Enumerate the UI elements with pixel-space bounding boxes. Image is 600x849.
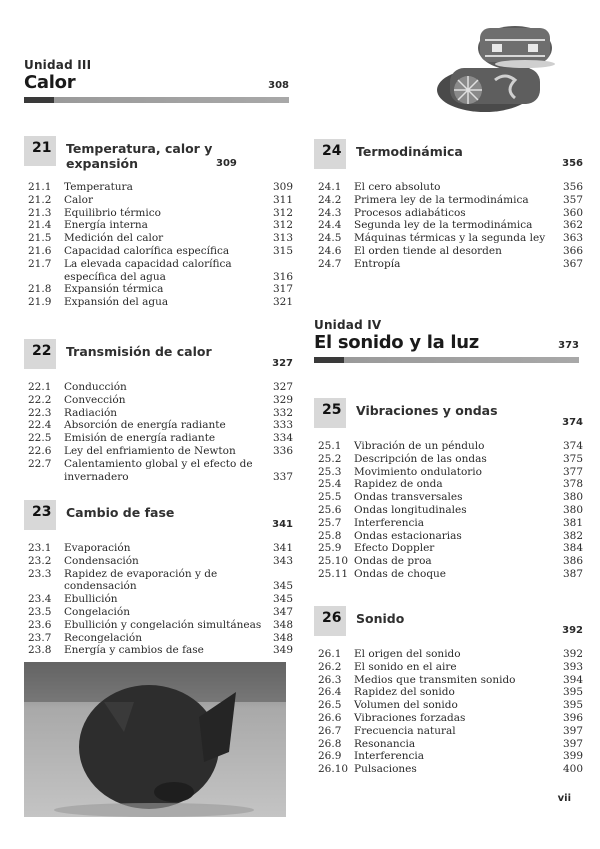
section-entry	[28, 445, 293, 458]
chapter-title: Sonido	[356, 611, 405, 626]
section-entry	[318, 555, 583, 568]
section-title: Energía interna	[64, 219, 148, 232]
section-entry	[28, 619, 293, 632]
section-entry	[28, 407, 293, 420]
section-number: 24.2	[318, 193, 342, 206]
chapter-page: 341	[272, 519, 293, 530]
section-title: Primera ley de la termodinámica	[354, 193, 529, 206]
section-entry	[318, 750, 583, 763]
section-title: Ondas de choque	[354, 567, 447, 580]
section-entry	[318, 258, 583, 271]
section-entry	[28, 568, 293, 594]
chapter-heading	[28, 343, 293, 371]
section-title: Ondas estacionarias	[354, 529, 462, 542]
section-title: Convección	[64, 393, 126, 406]
unit-title: Calor	[24, 72, 76, 93]
section-page: 392	[562, 648, 583, 660]
section-number: 23.7	[28, 631, 52, 644]
section-number: 26.6	[318, 711, 342, 724]
section-entry	[318, 440, 583, 453]
section-title: Ebullición y congelación simultáneas	[64, 618, 262, 631]
section-entry	[28, 258, 293, 284]
section-number: 21.4	[28, 219, 52, 232]
section-title: Congelación	[64, 605, 130, 618]
section-entry	[318, 648, 583, 661]
section-page: 356	[562, 181, 583, 193]
chapter-number: 22	[32, 343, 52, 359]
unit-header-3	[24, 58, 289, 103]
section-number: 22.4	[28, 419, 52, 432]
section-number: 26.9	[318, 750, 342, 763]
section-entry	[28, 542, 293, 555]
section-entry	[318, 686, 583, 699]
section-page: 367	[562, 257, 583, 270]
section-number: 24.6	[318, 244, 342, 257]
section-page: 315	[272, 244, 293, 257]
section-entry	[318, 712, 583, 725]
chapter-24	[318, 143, 583, 271]
section-title: Temperatura	[64, 181, 133, 193]
chapter-number: 23	[32, 504, 52, 520]
section-entry	[318, 466, 583, 479]
section-entry	[318, 763, 583, 776]
section-entry	[318, 453, 583, 466]
section-list	[28, 542, 293, 657]
chapter-title: Vibraciones y ondas	[356, 403, 498, 418]
section-number: 26.2	[318, 660, 342, 673]
section-number: 26.7	[318, 724, 342, 737]
section-title: Pulsaciones	[354, 763, 417, 776]
unit-label: Unidad III	[24, 58, 92, 72]
section-page: 377	[562, 465, 583, 478]
chapter-heading	[28, 140, 293, 171]
section-title: Expansión del agua	[64, 296, 169, 309]
section-number: 23.2	[28, 554, 52, 567]
section-entry	[318, 194, 583, 207]
section-page: 400	[562, 763, 583, 776]
section-entry	[318, 699, 583, 712]
section-title: Capacidad calorífica específica	[64, 244, 230, 257]
section-entry	[318, 725, 583, 738]
chapter-23	[28, 504, 293, 657]
chapter-26	[318, 610, 583, 776]
chapter-page: 327	[272, 358, 293, 369]
section-page: 317	[272, 283, 293, 296]
section-title: Medición del calor	[64, 232, 164, 245]
section-entry	[28, 219, 293, 232]
section-number: 26.4	[318, 686, 342, 699]
section-page: 378	[562, 478, 583, 491]
section-number: 25.2	[318, 452, 342, 465]
section-page: 399	[562, 750, 583, 763]
section-number: 25.11	[318, 567, 349, 580]
section-page: 396	[562, 711, 583, 724]
section-title: Segunda ley de la termodinámica	[354, 219, 533, 232]
section-title: Descripción de las ondas	[354, 452, 487, 465]
section-number: 22.6	[28, 444, 52, 457]
section-entry	[28, 232, 293, 245]
section-number: 25.1	[318, 440, 342, 452]
section-title: Frecuencia natural	[354, 724, 456, 737]
section-title: Efecto Doppler	[354, 542, 435, 555]
section-page: 387	[562, 567, 583, 580]
section-page: 375	[562, 452, 583, 465]
section-number: 25.10	[318, 555, 349, 568]
section-number: 23.1	[28, 542, 52, 554]
section-page: 386	[562, 555, 583, 568]
section-number: 21.5	[28, 232, 52, 245]
unit-header-4	[314, 318, 579, 363]
section-number: 22.5	[28, 432, 52, 445]
unit-page: 373	[558, 340, 579, 351]
pottery-photo	[430, 18, 570, 113]
section-title: Equilibrio térmico	[64, 206, 161, 219]
section-page: 313	[272, 232, 293, 245]
section-title: Ondas longitudinales	[354, 503, 467, 516]
section-title: Recongelación	[64, 631, 142, 644]
section-page: 360	[562, 206, 583, 219]
section-title: Ebullición	[64, 593, 118, 606]
section-page: 393	[562, 660, 583, 673]
section-page: 349	[272, 644, 293, 657]
chapter-25	[318, 402, 583, 581]
section-entry	[28, 296, 293, 309]
section-entry	[318, 542, 583, 555]
section-page: 341	[272, 542, 293, 554]
section-title: Calor	[64, 193, 93, 206]
section-number: 22.7	[28, 457, 52, 470]
section-number: 22.1	[28, 381, 52, 393]
section-title: El orden tiende al desorden	[354, 244, 502, 257]
section-title: Interferencia	[354, 750, 424, 763]
section-entry	[318, 517, 583, 530]
unit-divider-bar	[24, 97, 289, 103]
chapter-22	[28, 343, 293, 483]
section-title: Expansión térmica	[64, 283, 164, 296]
section-number: 26.1	[318, 648, 342, 660]
section-page: 336	[272, 444, 293, 457]
section-title: Resonancia	[354, 737, 416, 750]
section-number: 23.8	[28, 644, 52, 657]
section-title: Movimiento ondulatorio	[354, 465, 482, 478]
section-title: Medios que transmiten sonido	[354, 673, 516, 686]
section-number: 23.5	[28, 605, 52, 618]
section-page: 347	[272, 605, 293, 618]
section-page: 374	[562, 440, 583, 452]
section-title: El origen del sonido	[354, 648, 461, 660]
section-page: 362	[562, 219, 583, 232]
section-page: 311	[272, 193, 293, 206]
section-number: 25.4	[318, 478, 342, 491]
chapter-number: 24	[322, 143, 342, 159]
section-list	[318, 181, 583, 271]
chapter-heading	[28, 504, 293, 532]
section-number: 22.3	[28, 406, 52, 419]
page-number: vii	[557, 793, 571, 804]
section-number: 25.3	[318, 465, 342, 478]
chapter-title: Termodinámica	[356, 144, 463, 159]
unit-title: El sonido y la luz	[314, 332, 479, 353]
section-page: 348	[272, 618, 293, 631]
section-number: 21.1	[28, 181, 52, 193]
section-number: 25.7	[318, 516, 342, 529]
section-number: 25.9	[318, 542, 342, 555]
section-entry	[318, 207, 583, 220]
section-number: 24.3	[318, 206, 342, 219]
section-title: Radiación	[64, 406, 118, 419]
section-title: Entropía	[354, 257, 401, 270]
chapter-number: 21	[32, 140, 52, 156]
pig-in-water-photo	[24, 662, 286, 817]
section-entry	[28, 283, 293, 296]
section-number: 21.7	[28, 257, 52, 270]
section-title: Interferencia	[354, 516, 424, 529]
section-number: 26.5	[318, 699, 342, 712]
section-page: 321	[272, 296, 293, 309]
section-page: 345	[272, 580, 293, 593]
section-entry	[28, 432, 293, 445]
section-title: Máquinas térmicas y la segunda ley	[354, 232, 546, 245]
section-number: 21.8	[28, 283, 52, 296]
section-title: Emisión de energía radiante	[64, 432, 216, 445]
section-title: Condensación	[64, 554, 139, 567]
section-entry	[318, 245, 583, 258]
section-page: 337	[272, 470, 293, 483]
section-number: 26.3	[318, 673, 342, 686]
chapter-title: Transmisión de calor	[66, 344, 212, 359]
section-page: 366	[562, 244, 583, 257]
section-entry	[28, 419, 293, 432]
section-number: 21.6	[28, 244, 52, 257]
section-number: 21.2	[28, 193, 52, 206]
section-title: Rapidez de evaporación y de condensación	[64, 567, 218, 593]
section-number: 23.4	[28, 593, 52, 606]
chapter-heading	[318, 402, 583, 430]
section-number: 26.10	[318, 763, 349, 776]
section-list	[28, 181, 293, 309]
section-title: Ondas de proa	[354, 555, 432, 568]
chapter-heading	[318, 610, 583, 638]
unit-divider-bar	[314, 357, 579, 363]
section-page: 333	[272, 419, 293, 432]
section-number: 24.1	[318, 181, 342, 193]
section-entry	[28, 632, 293, 645]
section-number: 22.2	[28, 393, 52, 406]
section-title: Volumen del sonido	[354, 699, 458, 712]
chapter-heading	[318, 143, 583, 171]
section-number: 21.3	[28, 206, 52, 219]
section-entry	[318, 232, 583, 245]
chapter-title: Temperatura, calor y expansión	[66, 141, 213, 171]
section-title: Rapidez de onda	[354, 478, 443, 491]
section-entry	[28, 207, 293, 220]
section-page: 312	[272, 206, 293, 219]
section-page: 348	[272, 631, 293, 644]
unit-label: Unidad IV	[314, 318, 382, 332]
chapter-page: 392	[562, 625, 583, 636]
section-entry	[318, 738, 583, 751]
section-page: 384	[562, 542, 583, 555]
section-title: Calentamiento global y el efecto de invernadero	[64, 457, 253, 483]
section-title: Evaporación	[64, 542, 131, 554]
chapter-number: 25	[322, 402, 342, 418]
section-page: 312	[272, 219, 293, 232]
section-page: 316	[272, 270, 293, 283]
section-title: Ley del enfriamiento de Newton	[64, 444, 236, 457]
section-entry	[318, 478, 583, 491]
section-list	[318, 648, 583, 776]
section-page: 397	[562, 737, 583, 750]
section-entry	[28, 245, 293, 258]
section-number: 24.5	[318, 232, 342, 245]
section-number: 26.8	[318, 737, 342, 750]
section-entry	[318, 530, 583, 543]
section-title: Vibraciones forzadas	[354, 711, 466, 724]
section-entry	[28, 394, 293, 407]
section-page: 394	[562, 673, 583, 686]
section-entry	[28, 644, 293, 657]
section-list	[318, 440, 583, 581]
section-page: 345	[272, 593, 293, 606]
section-entry	[28, 181, 293, 194]
section-number: 21.9	[28, 296, 52, 309]
section-title: La elevada capacidad calorífica específica del agua	[64, 257, 232, 283]
section-entry	[318, 504, 583, 517]
section-title: El sonido en el aire	[354, 660, 457, 673]
section-page: 397	[562, 724, 583, 737]
section-entry	[318, 568, 583, 581]
section-entry	[318, 491, 583, 504]
chapter-number: 26	[322, 610, 342, 626]
section-number: 25.6	[318, 503, 342, 516]
section-title: Absorción de energía radiante	[64, 419, 226, 432]
section-page: 332	[272, 406, 293, 419]
section-entry	[318, 661, 583, 674]
section-entry	[28, 593, 293, 606]
section-number: 24.4	[318, 219, 342, 232]
section-title: Energía y cambios de fase	[64, 644, 204, 657]
section-page: 380	[562, 503, 583, 516]
section-entry	[28, 458, 293, 484]
section-entry	[318, 181, 583, 194]
section-list	[28, 381, 293, 483]
section-page: 357	[562, 193, 583, 206]
section-page: 334	[272, 432, 293, 445]
section-entry	[28, 555, 293, 568]
section-number: 25.5	[318, 491, 342, 504]
section-number: 23.3	[28, 567, 52, 580]
chapter-21	[28, 140, 293, 309]
section-title: Vibración de un péndulo	[354, 440, 485, 452]
section-entry	[28, 194, 293, 207]
section-entry	[318, 219, 583, 232]
section-entry	[28, 381, 293, 394]
section-number: 24.7	[318, 257, 342, 270]
section-page: 380	[562, 491, 583, 504]
section-page: 329	[272, 393, 293, 406]
unit-page: 308	[268, 80, 289, 91]
section-title: Procesos adiabáticos	[354, 206, 466, 219]
section-title: Rapidez del sonido	[354, 686, 455, 699]
section-title: Conducción	[64, 381, 127, 393]
chapter-title: Cambio de fase	[66, 505, 175, 520]
chapter-page: 356	[562, 158, 583, 169]
section-entry	[28, 606, 293, 619]
section-number: 23.6	[28, 618, 52, 631]
chapter-page: 309	[216, 158, 237, 169]
section-page: 382	[562, 529, 583, 542]
section-number: 25.8	[318, 529, 342, 542]
chapter-page: 374	[562, 417, 583, 428]
section-page: 395	[562, 686, 583, 699]
section-page: 363	[562, 232, 583, 245]
section-title: El cero absoluto	[354, 181, 441, 193]
section-entry	[318, 674, 583, 687]
section-page: 327	[272, 381, 293, 393]
section-page: 343	[272, 554, 293, 567]
section-title: Ondas transversales	[354, 491, 463, 504]
section-page: 381	[562, 516, 583, 529]
section-page: 309	[272, 181, 293, 193]
section-page: 395	[562, 699, 583, 712]
